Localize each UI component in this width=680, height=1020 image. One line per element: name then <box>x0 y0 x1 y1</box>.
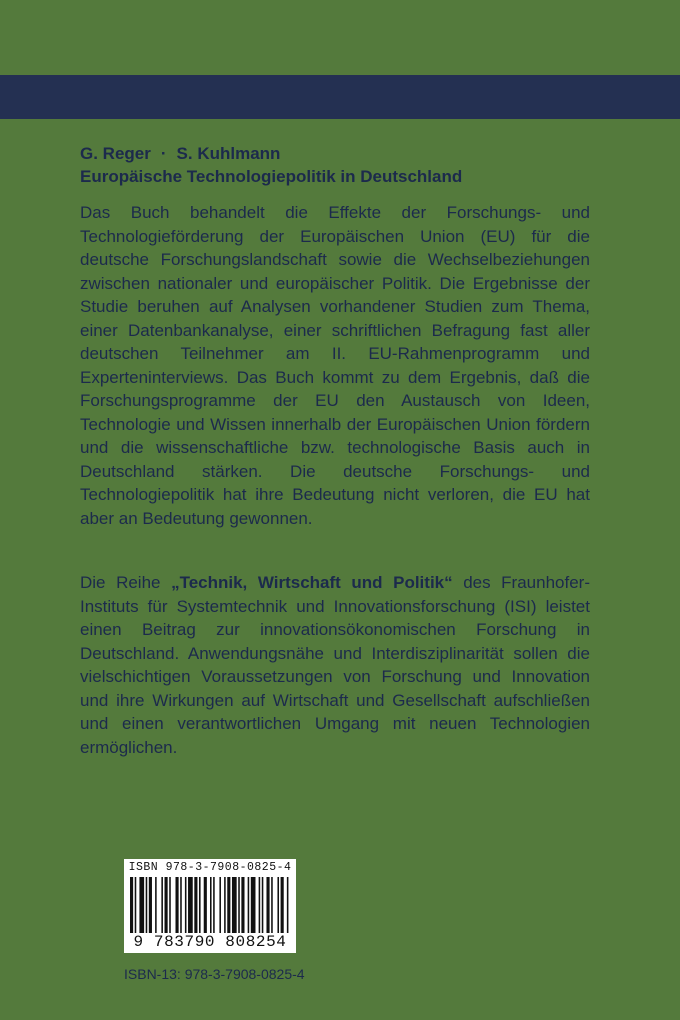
book-title: Europäische Technologiepolitik in Deutschland <box>80 167 463 186</box>
barcode-digits: 9 783790 808254 <box>133 933 287 951</box>
barcode-bar <box>224 877 226 933</box>
series-name: „Technik, Wirtschaft und Politik“ <box>171 573 453 592</box>
barcode-bar <box>238 877 240 933</box>
barcode-bar <box>259 877 261 933</box>
barcode-bar <box>161 877 163 933</box>
barcode-bar <box>146 877 148 933</box>
barcode-bar <box>232 877 237 933</box>
barcode-bar <box>210 877 212 933</box>
author-name: G. Reger <box>80 144 151 163</box>
top-color-band <box>0 75 680 119</box>
author-name: S. Kuhlmann <box>176 144 281 163</box>
barcode-bar <box>130 877 133 933</box>
barcode-bar <box>227 877 230 933</box>
authors-line <box>80 143 280 165</box>
barcode-bar <box>262 877 264 933</box>
barcode-bar <box>169 877 171 933</box>
series-paragraph-text: des Fraunhofer-Instituts für Systemtechnik und Innovationsforschung (ISI) leistet einen Beitrag zur innovationsökonomischen Forschung in Deutschland. Anwendungsnähe und Interdisziplinarität sollen die vielschichtigen Voraussetzungen von Forschung und Innovation und ihre Wirkungen auf Wirtschaft und Gesellschaft aufschließen und einen verantwortlichen Umgang mit neuen Technologien ermöglichen. <box>80 573 590 757</box>
series-paragraph <box>80 571 590 759</box>
barcode-isbn-label: ISBN 978-3-7908-0825-4 <box>128 861 292 874</box>
barcode-bar <box>241 877 244 933</box>
barcode-bar <box>139 877 144 933</box>
author-separator: · <box>160 144 167 163</box>
series-paragraph-prefix: Die Reihe <box>80 573 172 592</box>
barcode-bar <box>149 877 152 933</box>
barcode-bar <box>281 877 284 933</box>
barcode-bar <box>213 877 215 933</box>
barcode <box>124 859 296 953</box>
barcode-bar <box>199 877 201 933</box>
barcode-bar <box>277 877 279 933</box>
barcode-bar <box>175 877 178 933</box>
barcode-bar <box>248 877 250 933</box>
barcode-bar <box>180 877 182 933</box>
barcode-bar <box>194 877 197 933</box>
barcode-bar <box>266 877 269 933</box>
isbn-13-label: ISBN-13: 978-3-7908-0825-4 <box>124 966 305 982</box>
barcode-bar <box>251 877 256 933</box>
barcode-bar <box>135 877 137 933</box>
barcode-bar <box>155 877 157 933</box>
barcode-bars <box>130 877 290 933</box>
barcode-bar <box>287 877 289 933</box>
barcode-bar <box>204 877 207 933</box>
barcode-bar <box>188 877 193 933</box>
barcode-bar <box>271 877 273 933</box>
description-paragraph: Das Buch behandelt die Effekte der Forschungs- und Technologieförderung der Europäischen Union (EU) für die deutsche Forschungslandschaft sowie die Wechselbeziehungen zwischen nationaler und europäischer Politik. Die Ergebnisse der Studie beruhen auf Analysen vorhandener Studien zum Thema, einer Datenbankanalyse, einer schriftlichen Befragung fast aller deutschen Teilnehmer am II. EU-Rahmenprogramm und Experteninterviews. Das Buch kommt zu dem Ergebnis, daß die Forschungsprogramme der EU den Austausch von Ideen, Technologie und Wissen innerhalb der Europäischen Union fördern und die wissenschaftliche bzw. technologische Basis auch in Deutschland stärken. Die deutsche Forschungs- und Technologiepolitik hat ihre Bedeutung nicht verloren, die EU hat aber an Bedeutung gewonnen. <box>80 203 590 528</box>
barcode-bar <box>165 877 168 933</box>
barcode-bar <box>185 877 187 933</box>
barcode-bar <box>219 877 221 933</box>
